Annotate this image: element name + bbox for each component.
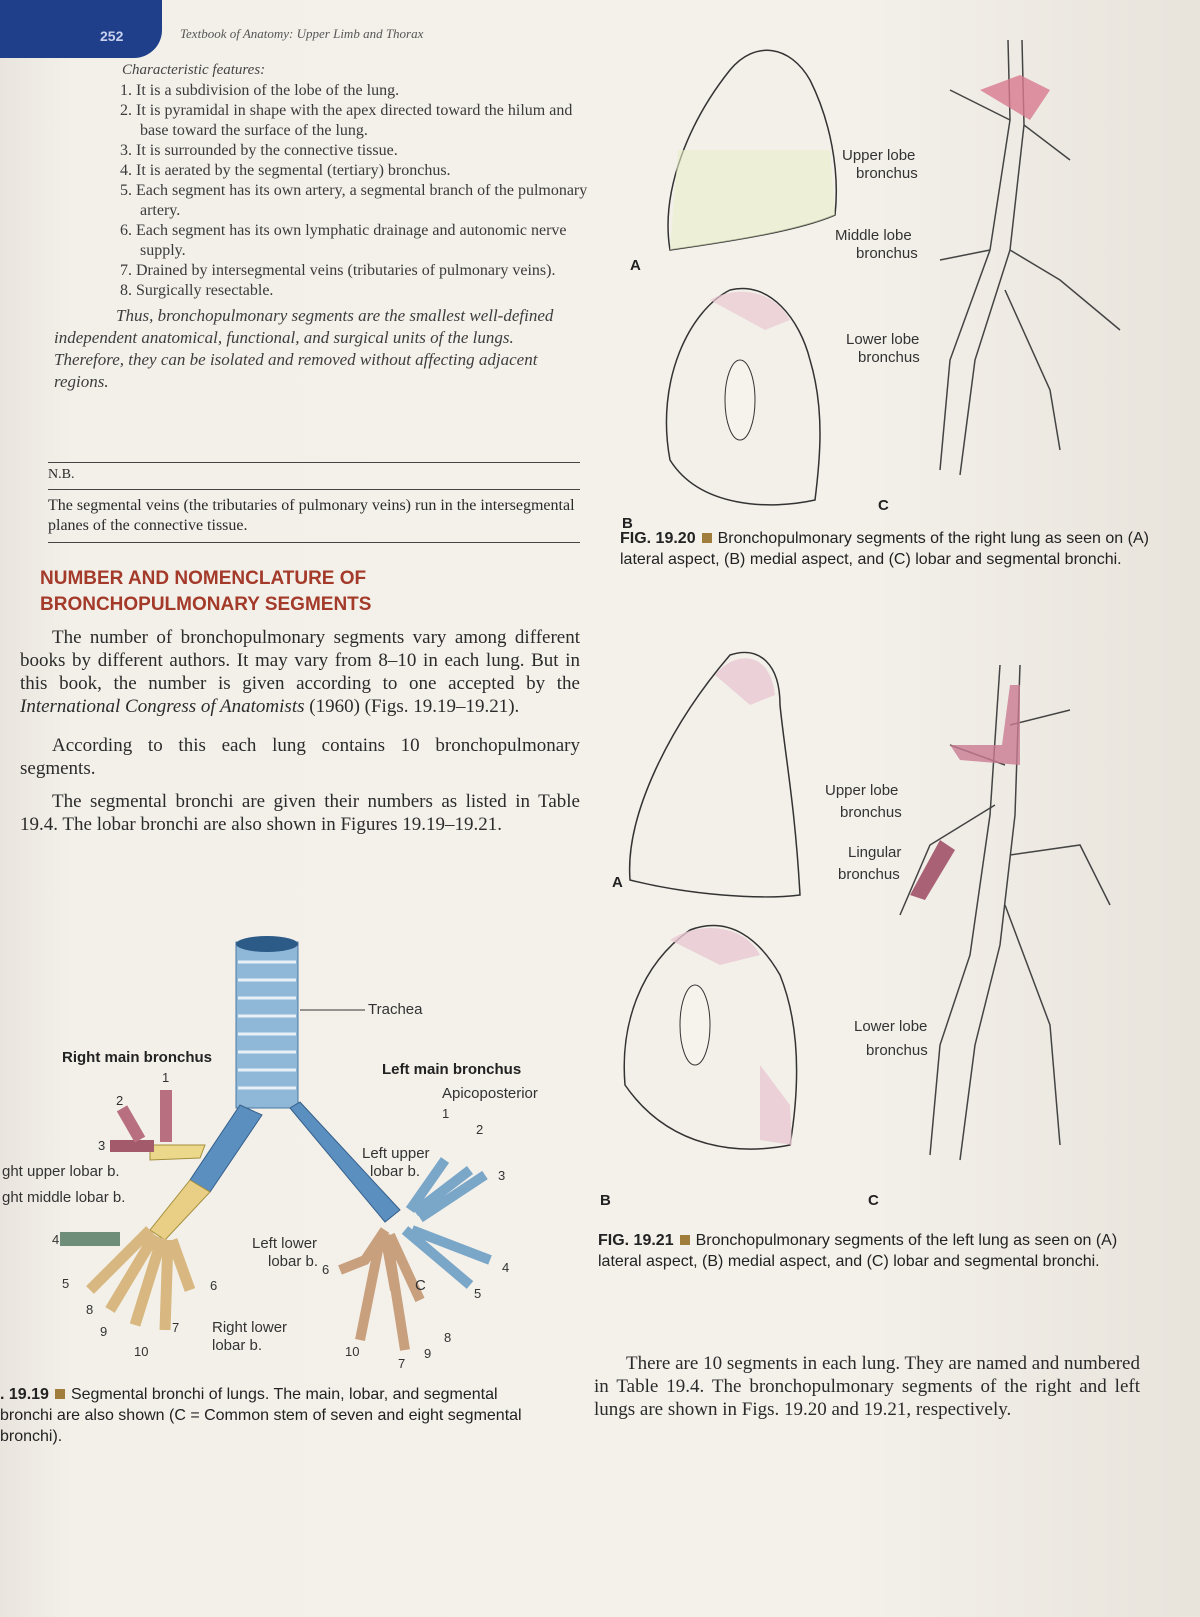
list-item: 5. Each segment has its own artery, a segmental branch of the pulmonary artery. <box>120 182 588 219</box>
seg-num: 9 <box>424 1346 432 1361</box>
seg-num: 8 <box>444 1330 452 1345</box>
label-left-main-bronchus: Left main bronchus <box>382 1061 522 1078</box>
right-upper-pink <box>980 75 1050 120</box>
right-upper-branch <box>150 1145 205 1160</box>
seg-num: 6 <box>322 1262 330 1277</box>
seg-num: 6 <box>210 1278 218 1293</box>
list-item: 4. It is aerated by the segmental (tertiary) bronchus. <box>120 162 451 179</box>
seg-num: 4 <box>52 1232 60 1247</box>
right-seg-2-tube <box>117 1105 145 1142</box>
label-middle-lobe: Middle lobe <box>835 227 912 244</box>
figure-19-20 <box>620 30 1180 532</box>
caption-19-19-text: Segmental bronchi of lungs. The main, lobar, and segmental bronchi are also shown (C = Common stem of seven and eight segmental bronchi). <box>0 1386 522 1445</box>
paragraph-1 <box>20 626 580 718</box>
caption-19-20-label: FIG. 19.20 <box>620 530 696 547</box>
label-b: B <box>600 1192 611 1209</box>
label-common-stem: C <box>415 1277 426 1294</box>
label-lower-lobe-b: bronchus <box>866 1042 928 1059</box>
seg-num: 8 <box>86 1302 94 1317</box>
caption-marker <box>55 1389 65 1399</box>
nb-title: N.B. <box>48 467 580 490</box>
label-left-lower-a: Left lower <box>252 1235 318 1252</box>
label-right-middle: ght middle lobar b. <box>2 1189 126 1206</box>
label-b: B <box>622 515 633 532</box>
list-item: 3. It is surrounded by the connective tissue. <box>120 142 398 159</box>
left-upper-pink <box>950 685 1020 765</box>
label-trachea: Trachea <box>368 1001 423 1018</box>
seg-num: 7 <box>172 1320 180 1335</box>
label-right-lower-b: lobar b. <box>212 1337 263 1354</box>
nb-text: The segmental veins (the tributaries of pulmonary veins) run in the intersegmental planes of the connective tissue. <box>48 497 575 534</box>
caption-19-21-label: FIG. 19.21 <box>598 1232 674 1249</box>
paragraph-1-a: The number of bronchopulmonary segments vary among different books by different authors. It may vary from 8–10 in each lung. But in this book, the number is given according to one accepted by the <box>20 627 580 694</box>
characteristics-summary: Thus, bronchopulmonary segments are the smallest well-defined independent anatomical, functional, and surgical units of the lungs. Therefore, they can be isolated and removed without affecting adjacent regions. <box>54 306 554 391</box>
page-number: 252 <box>100 28 124 44</box>
label-middle-lobe-b: bronchus <box>856 245 918 262</box>
label-upper-lobe: Upper lobe <box>842 147 916 164</box>
list-item: 8. Surgically resectable. <box>120 282 274 299</box>
right-seg-3-tube <box>110 1140 154 1152</box>
right-lung-lateral-shade <box>670 150 835 250</box>
caption-19-19-label: . 19.19 <box>0 1386 49 1403</box>
caption-19-20-text: Bronchopulmonary segments of the right lung as seen on (A) lateral aspect, (B) medial aspect, and (C) lobar and segmental bronchi. <box>620 530 1149 568</box>
label-lower-lobe: Lower lobe <box>846 331 920 348</box>
characteristics-block <box>40 62 588 393</box>
list-item: 1. It is a subdivision of the lobe of the lung. <box>120 82 400 99</box>
label-left-upper-a: Left upper <box>362 1145 430 1162</box>
caption-19-21 <box>598 1230 1146 1272</box>
label-lingular-b: bronchus <box>838 866 900 883</box>
label-lower-lobe: Lower lobe <box>854 1018 928 1035</box>
seg-num: 2 <box>116 1093 124 1108</box>
caption-marker <box>702 533 712 543</box>
seg-num: 1 <box>442 1106 450 1121</box>
page-tab <box>0 0 162 58</box>
figure-19-21 <box>600 645 1170 1209</box>
seg-num: 1 <box>162 1070 170 1085</box>
right-intermediate <box>150 1180 210 1240</box>
closing-paragraph: There are 10 segments in each lung. They are named and numbered in Table 19.4. The bronchopulmonary segments of the right and left lungs are shown in Figs. 19.20 and 19.21, respectively. <box>594 1353 1140 1420</box>
label-a: A <box>612 874 623 891</box>
right-seg-4-tube <box>60 1232 120 1246</box>
label-a: A <box>630 257 641 274</box>
seg-num: 2 <box>476 1122 484 1137</box>
label-c: C <box>878 497 889 514</box>
trachea-tube <box>236 936 298 1108</box>
seg-num: 5 <box>474 1286 482 1301</box>
seg-num: 10 <box>134 1344 149 1359</box>
seg-num: 10 <box>345 1344 360 1359</box>
label-right-upper: ght upper lobar b. <box>2 1163 120 1180</box>
paragraph-1-emphasis: International Congress of Anatomists <box>20 696 305 717</box>
section-heading: NUMBER AND NOMENCLATURE OF BRONCHOPULMONARY SEGMENTS <box>40 568 372 615</box>
running-head: Textbook of Anatomy: Upper Limb and Thorax <box>180 26 424 41</box>
paragraph-3: The segmental bronchi are given their numbers as listed in Table 19.4. The lobar bronchi are also shown in Figures 19.19–19.21. <box>20 791 580 835</box>
seg-num: 3 <box>498 1168 506 1183</box>
label-upper-lobe-b: bronchus <box>840 804 902 821</box>
nb-box <box>48 462 580 543</box>
paragraph-2: According to this each lung contains 10 bronchopulmonary segments. <box>20 735 580 779</box>
label-left-upper-b: lobar b. <box>370 1163 421 1180</box>
seg-num: 9 <box>100 1324 108 1339</box>
figure-19-19 <box>0 930 590 1370</box>
left-main-bronchus-shape <box>290 1102 400 1222</box>
left-lingular-pink <box>910 840 955 900</box>
label-upper-lobe-b: bronchus <box>856 165 918 182</box>
caption-19-19 <box>0 1384 548 1447</box>
paragraph-1-b: (1960) (Figs. 19.19–19.21). <box>304 696 520 717</box>
list-item: 2. It is pyramidal in shape with the apex directed toward the hilum and base toward the surface of the lung. <box>120 102 573 139</box>
label-right-main-bronchus: Right main bronchus <box>62 1049 212 1066</box>
left-hilum <box>680 985 710 1065</box>
characteristics-title: Characteristic features: <box>122 62 266 78</box>
seg-num: 7 <box>398 1356 406 1371</box>
label-lower-lobe-b: bronchus <box>858 349 920 366</box>
list-item: 7. Drained by intersegmental veins (tributaries of pulmonary veins). <box>120 262 556 279</box>
list-item: 6. Each segment has its own lymphatic drainage and autonomic nerve supply. <box>120 222 567 259</box>
right-seg-1-tube <box>160 1090 172 1142</box>
right-hilum <box>725 360 755 440</box>
label-right-lower-a: Right lower <box>212 1319 288 1336</box>
seg-num: 5 <box>62 1276 70 1291</box>
label-apicoposterior: Apicoposterior <box>442 1085 538 1102</box>
left-lower-fan <box>340 1230 420 1350</box>
left-lung-lateral <box>630 652 800 896</box>
label-left-lower-b: lobar b. <box>268 1253 319 1270</box>
seg-num: 4 <box>502 1260 510 1275</box>
seg-num: 3 <box>98 1138 106 1153</box>
caption-19-20 <box>620 528 1160 570</box>
caption-marker <box>680 1235 690 1245</box>
caption-19-21-text: Bronchopulmonary segments of the left lung as seen on (A) lateral aspect, (B) medial aspect, and (C) lobar and segmental bronchi. <box>598 1232 1118 1270</box>
label-lingular: Lingular <box>848 844 902 861</box>
characteristics-list <box>40 81 588 301</box>
label-c: C <box>868 1192 879 1209</box>
label-upper-lobe: Upper lobe <box>825 782 899 799</box>
